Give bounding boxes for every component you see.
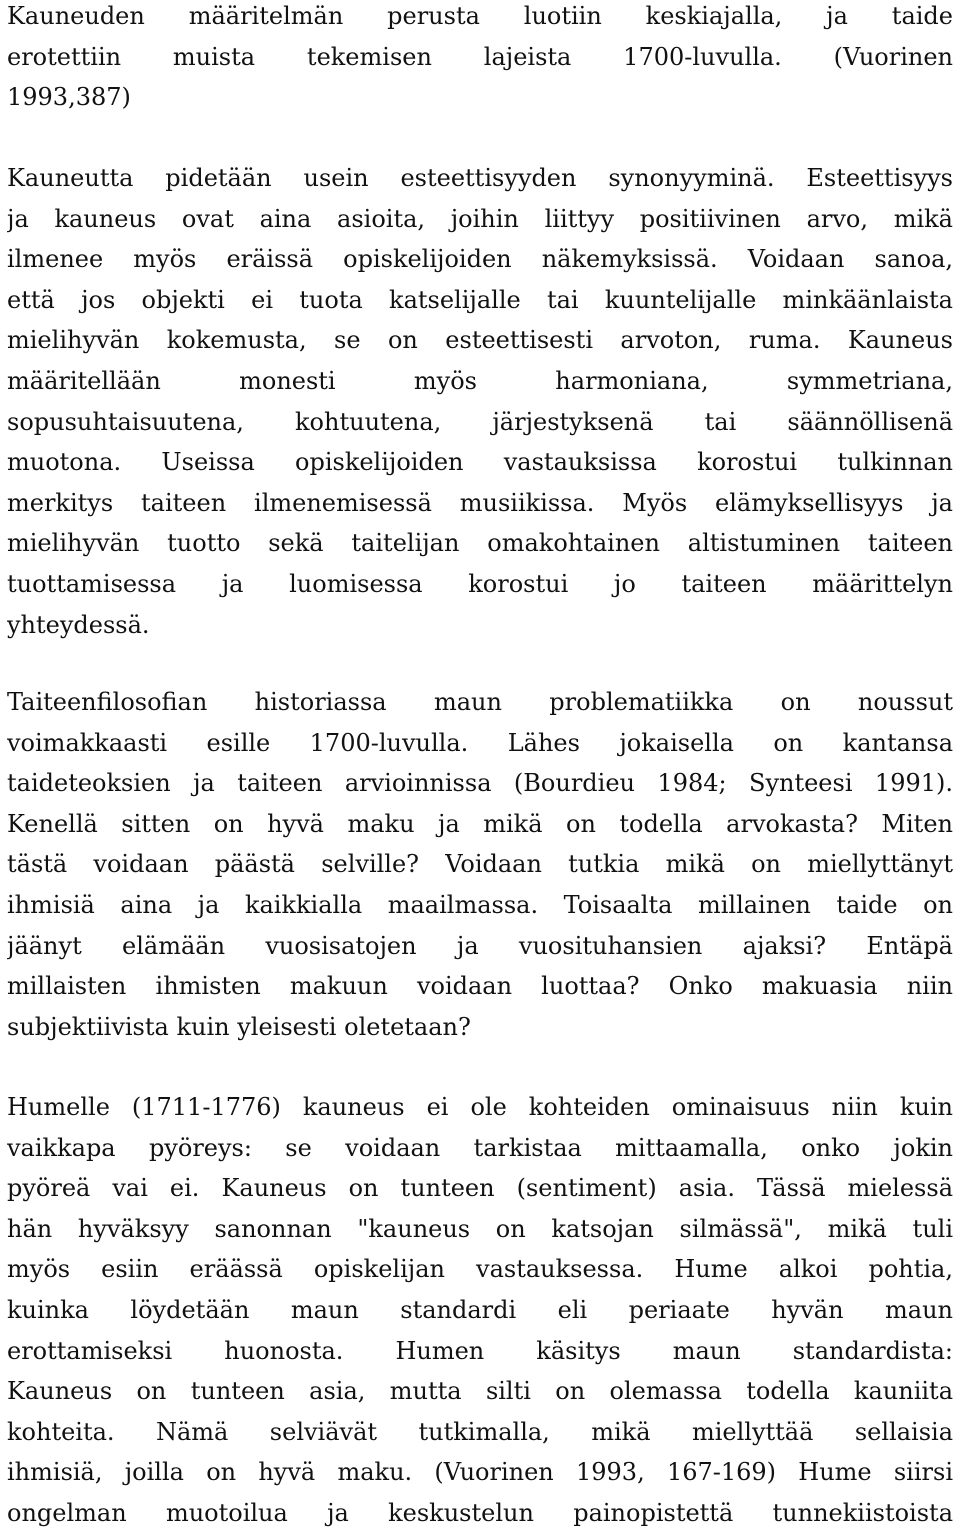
- text-line: millaisten ihmisten makuun voidaan luottaa? Onko makuasia niin: [7, 972, 953, 1001]
- text-line: Kauneuden määritelmän perusta luotiin keskiajalla, ja taide: [7, 2, 953, 30]
- text-line: Humelle (1711-1776) kauneus ei ole kohteiden ominaisuus niin kuin: [7, 1093, 953, 1121]
- text-line: ihmisiä aina ja kaikkialla maailmassa. Toisaalta millainen taide on: [7, 890, 953, 919]
- text-line: subjektiivista kuin yleisesti oletetaan?: [7, 1012, 471, 1041]
- text-line: ja kauneus ovat aina asioita, joihin liittyy positiivinen arvo, mikä: [7, 204, 953, 233]
- text-line: merkitys taiteen ilmenemisessä musiikissa. Myös elämyksellisyys ja: [7, 488, 953, 517]
- text-line: yhteydessä.: [7, 610, 150, 639]
- text-line: sopusuhtaisuutena, kohtuutena, järjestyksenä tai säännöllisenä: [7, 407, 953, 436]
- text-line: tästä voidaan päästä selville? Voidaan tutkia mikä on miellyttänyt: [7, 850, 953, 879]
- paragraph-hume: [7, 1087, 953, 1528]
- paragraph-taste-philosophy: [7, 682, 953, 1047]
- text-line: Kenellä sitten on hyvä maku ja mikä on todella arvokasta? Miten: [7, 809, 953, 838]
- text-line: ongelman muotoilua ja keskustelun painopistettä tunnekiistoista: [7, 1498, 953, 1527]
- text-line: ilmenee myös eräissä opiskelijoiden näkemyksissä. Voidaan sanoa,: [7, 245, 953, 274]
- text-line: vaikkapa pyöreys: se voidaan tarkistaa mittaamalla, onko jokin: [7, 1133, 953, 1162]
- text-line: tuottamisessa ja luomisessa korostui jo taiteen määrittelyn: [7, 569, 953, 598]
- text-line: mielihyvän tuotto sekä taitelijan omakohtainen altistuminen taiteen: [7, 529, 953, 558]
- text-line: erottamiseksi huonosta. Humen käsitys maun standardista:: [7, 1336, 953, 1365]
- text-line: kohteita. Nämä selviävät tutkimalla, mikä miellyttää sellaisia: [7, 1417, 953, 1446]
- paragraph-beauty-definition: [7, 0, 953, 118]
- text-line: että jos objekti ei tuota katselijalle tai kuuntelijalle minkäänlaista: [7, 285, 953, 314]
- text-line: mielihyvän kokemusta, se on esteettisesti arvoton, ruma. Kauneus: [7, 326, 953, 355]
- text-line: määritellään monesti myös harmoniana, symmetriana,: [7, 366, 953, 395]
- text-line: voimakkaasti esille 1700-luvulla. Lähes jokaisella on kantansa: [7, 728, 953, 757]
- text-line: muotona. Useissa opiskelijoiden vastauksissa korostui tulkinnan: [7, 448, 953, 477]
- text-line: Kauneutta pidetään usein esteettisyyden synonyyminä. Esteettisyys: [7, 164, 953, 192]
- text-line: ihmisiä, joilla on hyvä maku. (Vuorinen 1993, 167-169) Hume siirsi: [7, 1458, 953, 1487]
- text-line: Taiteenfilosofian historiassa maun problematiikka on noussut: [7, 688, 953, 716]
- text-line: myös esiin eräässä opiskelijan vastauksessa. Hume alkoi pohtia,: [7, 1255, 953, 1284]
- text-line: 1993,387): [7, 83, 131, 112]
- text-line: Kauneus on tunteen asia, mutta silti on olemassa todella kauniita: [7, 1377, 953, 1406]
- paragraph-aesthetics: [7, 158, 953, 645]
- text-line: jäänyt elämään vuosisatojen ja vuosituhansien ajaksi? Entäpä: [7, 931, 953, 960]
- text-line: erotettiin muista tekemisen lajeista 1700-luvulla. (Vuorinen: [7, 42, 953, 71]
- text-line: pyöreä vai ei. Kauneus on tunteen (sentiment) asia. Tässä mielessä: [7, 1174, 953, 1203]
- text-line: hän hyväksyy sanonnan "kauneus on katsojan silmässä", mikä tuli: [7, 1214, 953, 1243]
- text-line: kuinka löydetään maun standardi eli periaate hyvän maun: [7, 1295, 953, 1324]
- text-line: taideteoksien ja taiteen arvioinnissa (Bourdieu 1984; Synteesi 1991).: [7, 769, 953, 798]
